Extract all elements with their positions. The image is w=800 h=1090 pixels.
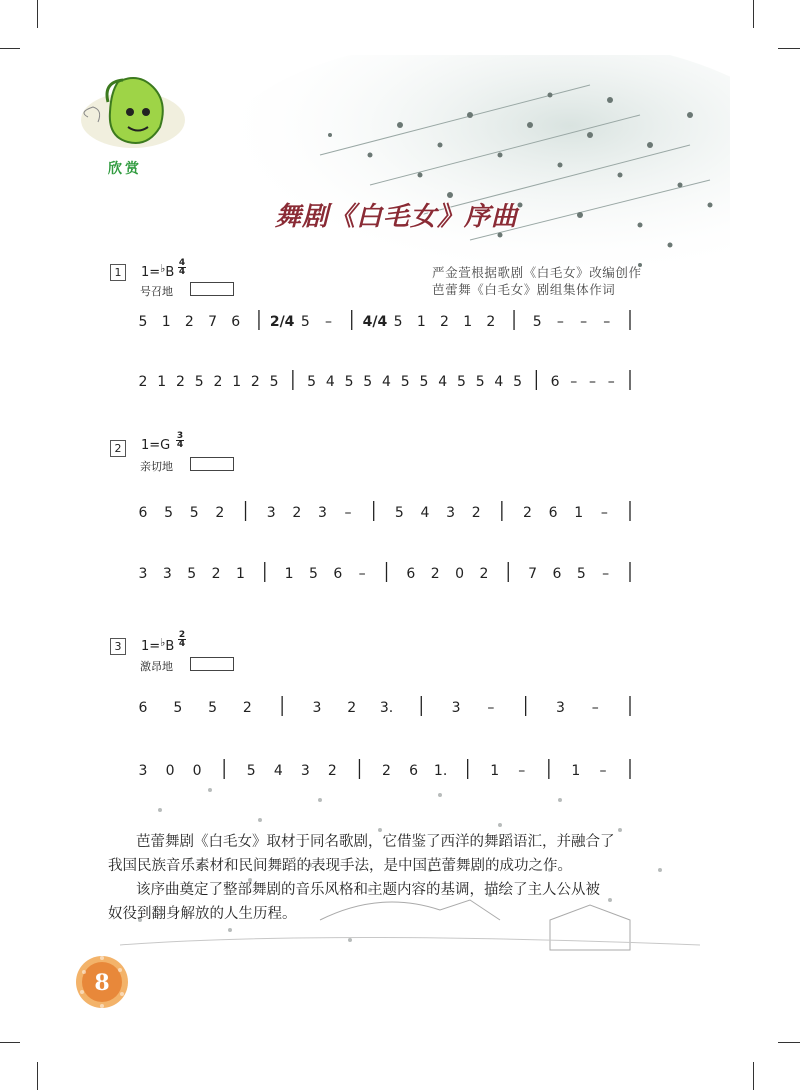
note: 5 <box>246 763 256 779</box>
note: 5 <box>269 374 279 390</box>
note: 4 <box>325 374 335 390</box>
note: – <box>603 314 611 330</box>
note: 2 <box>382 763 391 779</box>
time-signature: 4 4 <box>178 258 186 277</box>
note: 2 <box>479 566 489 582</box>
paragraph-line: 我国民族音乐素材和民间舞蹈的表现手法，是中国芭蕾舞剧的成功之作。 <box>108 858 572 874</box>
note: 4 <box>494 374 504 390</box>
note: 5 <box>394 505 404 521</box>
note: 1. <box>433 763 448 779</box>
note: – <box>591 700 599 716</box>
note: 2 <box>215 505 225 521</box>
note: 4 <box>420 505 430 521</box>
tempo-mood: 亲切地 <box>140 460 173 473</box>
note: 3 <box>300 763 310 779</box>
page-title: 舞剧《白毛女》序曲 <box>275 202 519 232</box>
note: 2 <box>327 763 337 779</box>
time-signature: 2 4 <box>178 630 186 649</box>
tempo-mood: 号召地 <box>140 285 173 298</box>
section-number: 2 <box>110 440 126 457</box>
note: – <box>580 314 588 330</box>
note: 2 <box>440 314 449 330</box>
note: – <box>556 314 564 330</box>
note: 6 <box>231 314 241 330</box>
note: 2/4 <box>269 314 295 330</box>
note: 3 <box>138 763 148 779</box>
note: – <box>325 314 333 330</box>
note: 2 <box>184 314 194 330</box>
note: 3 <box>317 505 327 521</box>
note: 2 <box>523 505 532 521</box>
note: – <box>487 700 495 716</box>
note: – <box>570 374 578 390</box>
note: – <box>600 505 608 521</box>
note: 4 <box>382 374 391 390</box>
note: 0 <box>455 566 465 582</box>
description-paragraph-1 <box>108 830 688 878</box>
note: 7 <box>528 566 538 582</box>
note: – <box>518 763 526 779</box>
note: 6 <box>552 566 562 582</box>
note: 5 <box>456 374 466 390</box>
note: 3 <box>266 505 276 521</box>
note: 2 <box>347 700 357 716</box>
description-paragraph-2 <box>108 878 688 926</box>
note: 3 <box>138 566 148 582</box>
note: 2 <box>292 505 302 521</box>
note: 6 <box>550 374 560 390</box>
note: 6 <box>406 566 416 582</box>
note: 2 <box>211 566 221 582</box>
note: 5 <box>393 314 403 330</box>
note: 3 <box>555 700 565 716</box>
note: – <box>589 374 597 390</box>
paragraph-line: 该序曲奠定了整部舞剧的音乐风格和主题内容的基调，描绘了主人公从被 <box>136 882 600 898</box>
note: 2 <box>250 374 260 390</box>
note: 5 <box>513 374 523 390</box>
note: 2 <box>471 505 481 521</box>
note: 1 <box>157 374 167 390</box>
note: 4 <box>438 374 448 390</box>
note: 5 <box>173 700 183 716</box>
note: 1 <box>490 763 500 779</box>
note: 5 <box>532 314 542 330</box>
section-number: 1 <box>110 264 126 281</box>
note: 5 <box>187 566 197 582</box>
note: 2 <box>242 700 252 716</box>
note: 0 <box>165 763 175 779</box>
note: 5 <box>308 566 318 582</box>
paragraph-line: 芭蕾舞剧《白毛女》取材于同名歌剧，它借鉴了西洋的舞蹈语汇，并融合了 <box>136 834 615 850</box>
note: 5 <box>300 314 310 330</box>
note: 6 <box>548 505 558 521</box>
note: 7 <box>208 314 218 330</box>
note: 5 <box>344 374 354 390</box>
tempo-mood: 激昂地 <box>140 660 173 673</box>
note: 4 <box>273 763 283 779</box>
note: 3 <box>162 566 172 582</box>
note: 2 <box>176 374 185 390</box>
note: 5 <box>164 505 174 521</box>
note: 5 <box>194 374 204 390</box>
note: 5 <box>576 566 586 582</box>
note: 1 <box>574 505 584 521</box>
note: 0 <box>192 763 202 779</box>
note: 1 <box>161 314 171 330</box>
note: 5 <box>363 374 373 390</box>
key-signature: 1=♭B <box>141 636 175 654</box>
section-badge-label: 欣赏 <box>108 161 142 177</box>
note: 5 <box>400 374 410 390</box>
composer-credit: 严金萱根据歌剧《白毛女》改编创作 <box>432 265 642 280</box>
key-signature: 1=G <box>141 438 171 453</box>
note: – <box>358 566 366 582</box>
note: 2 <box>486 314 496 330</box>
note: 6 <box>138 505 148 521</box>
page-number-badge <box>74 954 130 1010</box>
note: – <box>344 505 352 521</box>
note: 5 <box>419 374 429 390</box>
note: 3 <box>312 700 322 716</box>
note: 1 <box>232 374 242 390</box>
note: 5 <box>475 374 485 390</box>
note: 3 <box>446 505 456 521</box>
paragraph-line: 奴役到翻身解放的人生历程。 <box>108 906 297 922</box>
lyricist-credit: 芭蕾舞《白毛女》剧组集体作词 <box>432 282 616 297</box>
time-signature: 3 4 <box>176 431 184 450</box>
note: 6 <box>138 700 148 716</box>
note: 2 <box>213 374 223 390</box>
note: 3 <box>451 700 461 716</box>
note: 2 <box>430 566 440 582</box>
note: 5 <box>138 314 148 330</box>
note: 2 <box>138 374 148 390</box>
note: 4/4 <box>362 314 388 330</box>
note: 6 <box>333 566 343 582</box>
note: – <box>602 566 610 582</box>
key-signature: 1=♭B <box>141 262 175 280</box>
page-number: 8 <box>94 970 110 996</box>
note: 1 <box>284 566 294 582</box>
note: 6 <box>409 763 419 779</box>
note: 5 <box>307 374 317 390</box>
section-number: 3 <box>110 638 126 655</box>
note: – <box>599 763 607 779</box>
note: – <box>607 374 615 390</box>
note: 1 <box>571 763 581 779</box>
note: 5 <box>189 505 199 521</box>
note: 1 <box>416 314 426 330</box>
note: 1 <box>235 566 245 582</box>
note: 1 <box>463 314 473 330</box>
note: 5 <box>208 700 218 716</box>
note: 3. <box>379 700 394 716</box>
